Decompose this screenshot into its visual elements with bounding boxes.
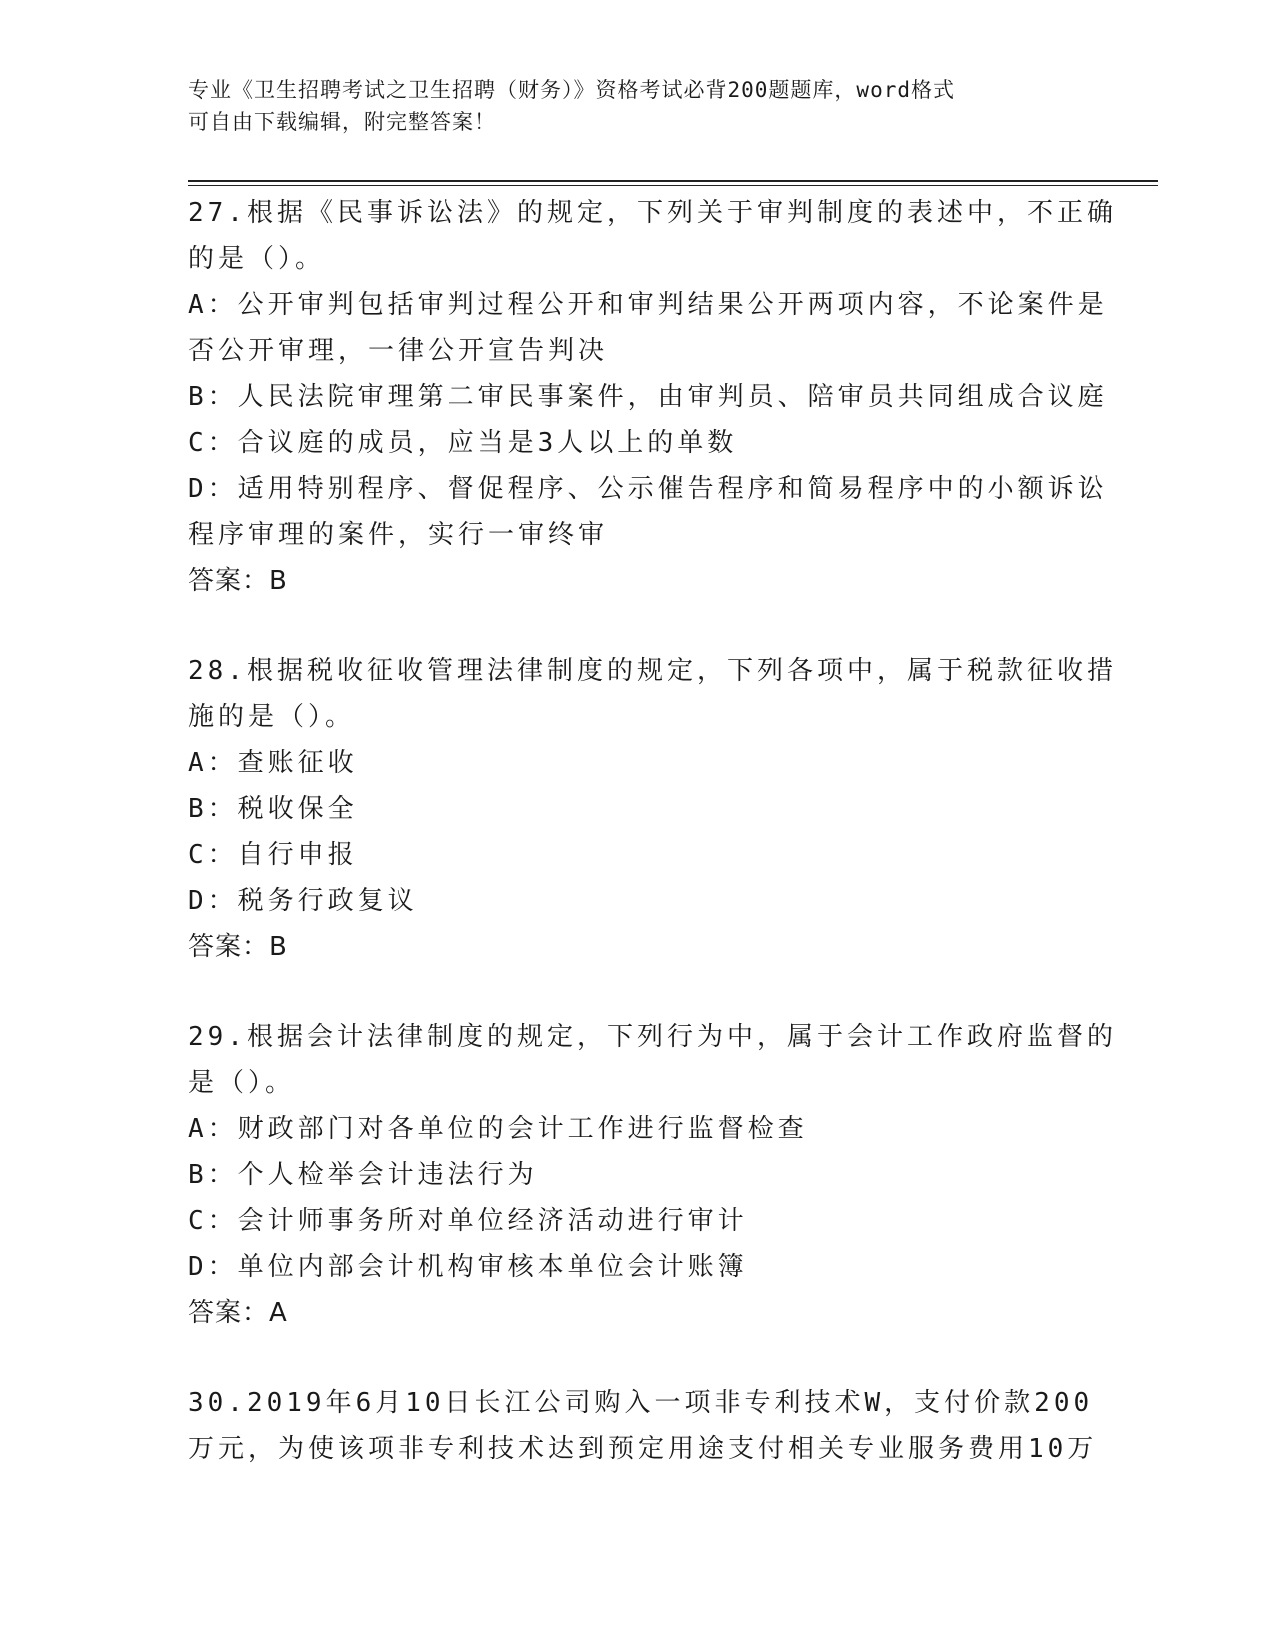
header-line-2: 可自由下载编辑，附完整答案！ xyxy=(188,110,496,134)
option-c: C：会计师事务所对单位经济活动进行审计 xyxy=(188,1206,748,1236)
option-c: C：合议庭的成员，应当是3人以上的单数 xyxy=(188,428,738,458)
question-stem: 30.2019年6月10日长江公司购入一项非专利技术W，支付价款200 xyxy=(188,1388,1094,1418)
question-stem: 29.根据会计法律制度的规定，下列行为中，属于会计工作政府监督的 xyxy=(188,1022,1117,1052)
option-c: C：自行申报 xyxy=(188,840,358,870)
answer: 答案：B xyxy=(188,566,288,596)
option-a: A：财政部门对各单位的会计工作进行监督检查 xyxy=(188,1114,808,1144)
option-d: D：适用特别程序、督促程序、公示催告程序和简易程序中的小额诉讼 xyxy=(188,474,1108,504)
question-stem: 的是（）。 xyxy=(188,244,326,274)
option-d: D：税务行政复议 xyxy=(188,886,418,916)
question-stem: 是（）。 xyxy=(188,1068,296,1098)
question-stem: 施的是（）。 xyxy=(188,702,356,732)
option-b: B：个人检举会计违法行为 xyxy=(188,1160,538,1190)
question-27 xyxy=(188,190,1117,604)
header-line-1: 专业《卫生招聘考试之卫生招聘（财务）》资格考试必背200题题库，word格式 xyxy=(188,78,955,102)
question-stem: 万元，为使该项非专利技术达到预定用途支付相关专业服务费用10万 xyxy=(188,1434,1098,1464)
answer: 答案：B xyxy=(188,932,288,962)
question-29 xyxy=(188,1014,1117,1336)
header-divider xyxy=(188,180,1158,186)
option-d: D：单位内部会计机构审核本单位会计账簿 xyxy=(188,1252,748,1282)
question-stem: 28.根据税收征收管理法律制度的规定，下列各项中，属于税款征收措 xyxy=(188,656,1117,686)
option-d-continued: 程序审理的案件，实行一审终审 xyxy=(188,520,609,550)
question-list xyxy=(188,190,1117,1472)
option-a-continued: 否公开审理，一律公开宣告判决 xyxy=(188,336,609,366)
option-b: B：人民法院审理第二审民事案件，由审判员、陪审员共同组成合议庭 xyxy=(188,382,1108,412)
question-28 xyxy=(188,648,1117,970)
question-stem: 27.根据《民事诉讼法》的规定，下列关于审判制度的表述中，不正确 xyxy=(188,198,1117,228)
answer: 答案：A xyxy=(188,1298,288,1328)
option-a: A：公开审判包括审判过程公开和审判结果公开两项内容，不论案件是 xyxy=(188,290,1108,320)
document-header xyxy=(188,74,1088,138)
option-b: B：税收保全 xyxy=(188,794,358,824)
option-a: A：查账征收 xyxy=(188,748,358,778)
question-30 xyxy=(188,1380,1098,1472)
